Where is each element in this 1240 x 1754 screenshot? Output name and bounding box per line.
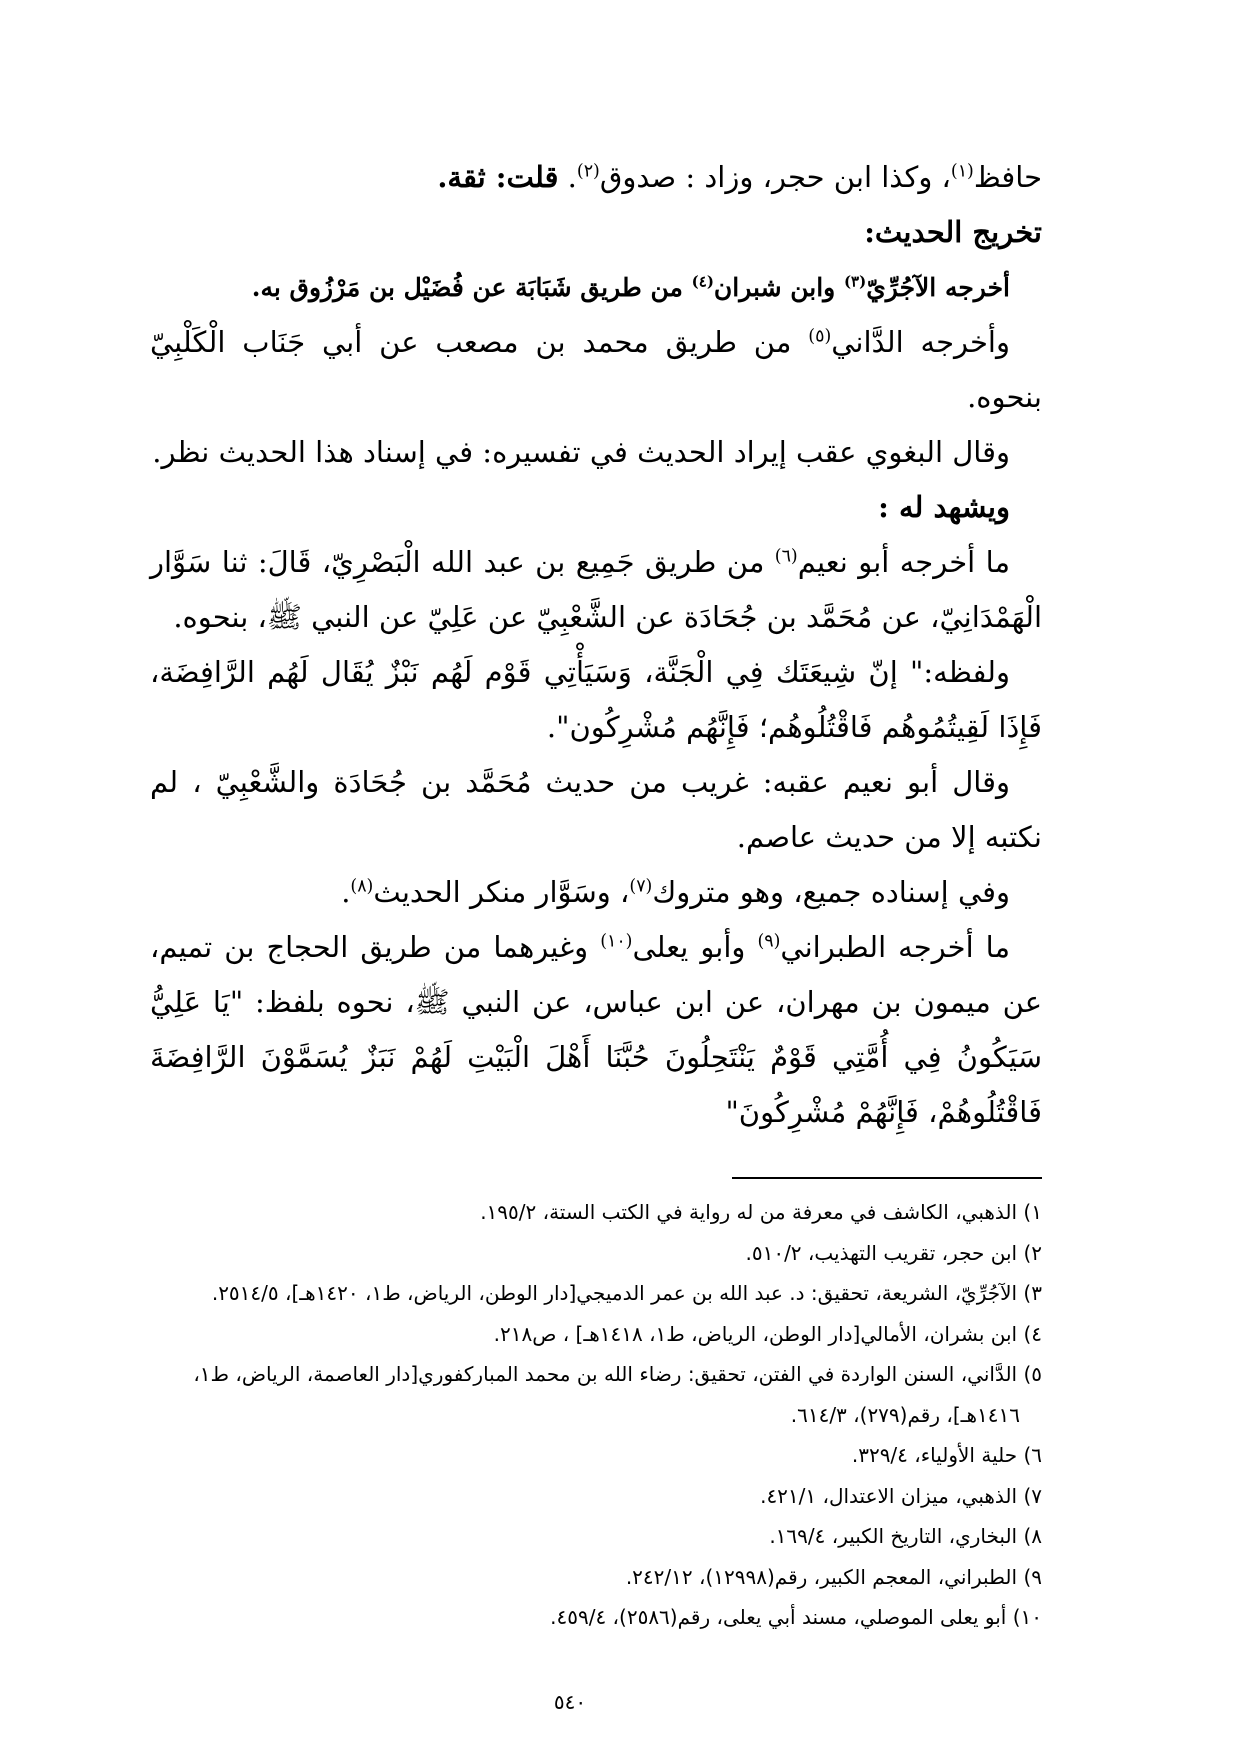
footnote-ref-4: (٤) [691,272,714,291]
footnote-ref-5: (٥) [808,326,832,347]
footnote-ref-7: (٧) [629,876,653,897]
paragraph-9: ما أخرجه الطبراني$^{(٩)}$ وأبو يعلى$^{(١٠)}$ وغيرهما من طريق الحجاج بن تميم، عن ميمون بن مهران، عن ابن عباس، عن النبي ﷺ، نحوه بلفظ: "يَا عَلِيُّ سَيَكُونُ فِي أُمَّتِي قَوْمٌ يَنْتَحِلُونَ حُبَّنَا أَهْلَ الْبَيْتِ لَهُمْ نَبَزٌ يُسَمَّوْنَ الرَّافِضَةَ فَاقْتُلُوهُمْ، فَإِنَّهُمْ مُشْرِكُونَ" [150,930,1042,1129]
footnote-item: ٧) الذهبي، ميزان الاعتدال، ٤٢١/١. [760,1483,1042,1508]
footnote-item: ٦) حلية الأولياء، ٣٢٩/٤. [851,1443,1042,1467]
footnotes-section [150,1192,1042,1638]
footnote-ref-10: (١٠) [600,931,633,952]
paragraph-6: ولفظه:" إنّ شِيعَتَك فِي الْجَنَّة، وَسَيَأْتِي قَوْم لَهُم نَبْزٌ يُقَال لَهُم الرَّافِضَة، فَإِذَا لَقِيتُمُوهُم فَاقْتُلُوهُم؛ فَإِنَّهُم مُشْرِكُون". [150,655,1042,744]
footnote-item: ٣) الآجُرِّيّ، الشريعة، تحقيق: د. عبد الله بن عمر الدميجي[دار الوطن، الرياض، ط١، ١٤٢٠هـ]، ٢٥١٤/٥. [211,1281,1042,1305]
footnote-item: ٩) الطبراني، المعجم الكبير، رقم(١٢٩٩٨)، ٢٤٢/١٢. [625,1564,1042,1589]
footnote-item: ٨) البخاري، التاريخ الكبير، ١٦٩/٤. [769,1524,1042,1548]
paragraph-3: وأخرجه الدَّاني$^{(٥)}$ من طريق محمد بن مصعب عن أبي جَنَاب الْكَلْبِيّ بنحوه. [150,325,1042,414]
section-heading-takhrij: تخريج الحديث: [864,215,1042,249]
verdict-text: قلت: ثقة. [437,160,559,194]
paragraph-4: وقال البغوي عقب إيراد الحديث في تفسيره: في إسناد هذا الحديث نظر. [152,435,1010,469]
footnote-item: ٥) الدَّاني، السنن الواردة في الفتن، تحقيق: رضاء الله بن محمد المباركفوري[دار العاصمة، الرياض، ط١، ١٤١٦هـ]، رقم(٢٧٩)، ٦١٤/٣. [193,1362,1042,1427]
footnote-separator [732,1177,1042,1179]
footnote-item: ١٠) أبو يعلى الموصلي، مسند أبي يعلى، رقم(٢٥٨٦)، ٤٥٩/٤. [550,1605,1042,1629]
footnote-ref-9: (٩) [757,931,781,952]
footnote-item: ٢) ابن حجر، تقريب التهذيب، ٥١٠/٢. [745,1240,1042,1265]
footnote-ref-1: (١) [950,161,974,182]
footnote-ref-3: (٣) [843,272,867,291]
paragraph-2: أخرجه الآجُرِّيّ$^{(٣)}$ وابن شبران$^{(٤)}$ من طريق شَبَابَة عن فُضَيْل بن مَرْزُوق به. [251,272,1010,302]
footnote-item: ١) الذهبي، الكاشف في معرفة من له رواية في الكتب الستة، ١٩٥/٢. [480,1200,1042,1224]
footnote-item: ٤) ابن بشران، الأمالي[دار الوطن، الرياض، ط١، ١٤١٨هـ] ، ص٢١٨. [493,1321,1042,1346]
footnote-ref-2: (٢) [576,161,600,182]
paragraph-7: وقال أبو نعيم عقبه: غريب من حديث مُحَمَّد بن جُحَادَة والشَّعْبِيّ ، لم نكتبه إلا من حديث عاصم. [150,765,1042,854]
paragraph-5: ما أخرجه أبو نعيم$^{(٦)}$ من طريق جَمِيع بن عبد الله الْبَصْرِيّ، قَالَ: ثنا سَوَّار الْهَمْدَانِيّ، عن مُحَمَّد بن جُحَادَة عن الشَّعْبِيّ عن عَلِيّ عن النبي ﷺ، بنحوه. [150,545,1042,634]
footnote-ref-8: (٨) [350,876,374,897]
paragraph-8: وفي إسناده جميع، وهو متروك$^{(٧)}$، وسَوَّار منكر الحديث$^{(٨)}$. [341,875,1010,909]
section-heading-shawahid: ويشهد له : [878,490,1010,524]
main-text [150,150,1042,1140]
paragraph-1: حافظ$^{(١)}$، وكذا ابن حجر، وزاد : صدوق$^{(٢)}$. قلت: ثقة. [437,160,1042,194]
footnote-ref-6: (٦) [774,546,798,567]
page-number: ٥٤٠ [553,1690,587,1714]
